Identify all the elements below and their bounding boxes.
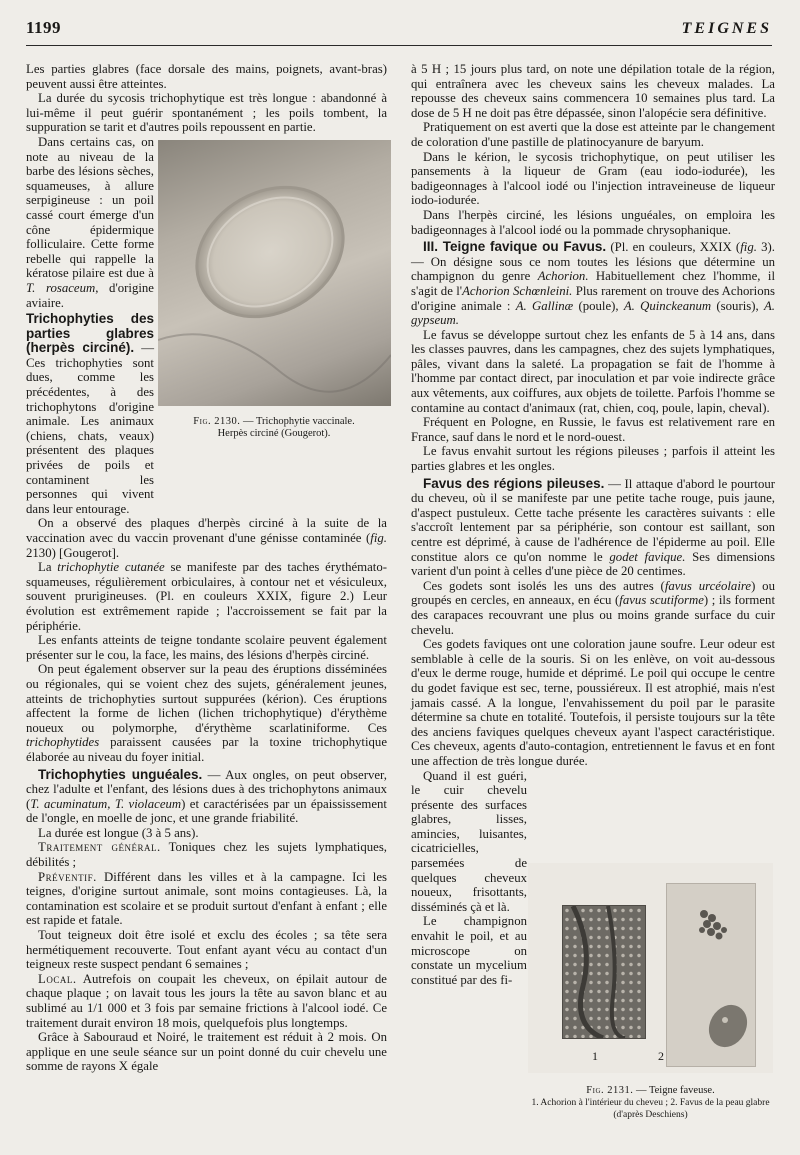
paragraph: Préventif. Différent dans les villes et à la campagne. Ici les teignes, d'origine surtout animale, sont moins contagieuses. Là, la contamination est scolaire et se produit surtout d'enfant à enfant ; elle est rapide et fatale.: [26, 869, 387, 928]
section-heading: Trichophyties unguéales.: [38, 766, 203, 782]
paragraph: Traitement général. Toniques chez les sujets lymphatiques, débilités ;: [26, 840, 388, 870]
figure-2130-title: — Trichophytie vaccinale.: [240, 416, 355, 427]
paragraph: On peut également observer sur la peau des éruptions disséminées ou régionales, qui se voient chez des sujets, généralement jeunes, atteints de trichophyties surtout suppurées (kérion). Ces éruptions affectent la forme de lichen (lichen trichophytique) d'érythème noueux ou polymorphe, d'érythème scarlatiniforme. Ces trichophytides paraissent causées par la toxine trichophytique élaborée au niveau du foyer initial.: [26, 662, 387, 764]
paragraph: Trichophyties unguéales. — Aux ongles, on peut observer, chez l'adulte et l'enfant, des lésions dues à des trichophytons animaux (T. acuminatum, T. violaceum) et caractérisées par un épaississement de l'ongle, en moelle de jonc, et une grande friabilité.: [26, 766, 387, 826]
paragraph: La durée du sycosis trichophytique est très longue : abandonné à lui-même il peut guérir spontanément ; les poils tombent, la suppuration se tarit et d'autres poils repoussent en partie.: [26, 91, 387, 135]
header-rule: [26, 45, 772, 46]
figure-2131-legend: 1. Achorion à l'intérieur du cheveu ; 2. Favus de la peau glabre (d'après Deschiens): [531, 1097, 770, 1120]
figure-2131-label: Fig. 2131.: [586, 1085, 634, 1096]
paragraph: Dans le kérion, le sycosis trichophytique, on peut utiliser les pansements à la liqueur de Gram (eau iodo-iodurée), les badigeonnages à l'alcool iodé ou l'injection intraveineuse de liqueur iodo-iodurée.: [411, 149, 775, 208]
paragraph: Dans l'herpès circiné, les lésions unguéales, on emploira les badigeonnages à l'alcool iodé ou la pommade chrysophanique.: [411, 207, 775, 237]
running-title: TEIGNES: [681, 20, 772, 37]
paragraph: Trichophyties des parties glabres (herpès circiné). — Ces trichophyties sont dues, comme les précédentes, à des trichophytons d'origine animale. Les animaux (chiens, chats, veaux) présentent des plaques privées de poils et contaminent les personnes qui vivent dans leur entourage.: [26, 311, 154, 516]
section-heading: Favus des régions pileuses.: [423, 475, 605, 491]
paragraph: Dans certains cas, on note au niveau de la barbe des lésions sèches, squameuses, à allure serpigineuse : un poil cassé court émerge d'un cône épidermique folliculaire. Cette forme rebelle qui rappelle la kératose pilaire est due à T. rosaceum, d'origine aviaire.: [26, 134, 154, 310]
paragraph: Le champignon envahit le poil, et au microscope on constate un mycelium constitué par des fi-: [411, 914, 527, 987]
paragraph: Pratiquement on est averti que la dose est atteinte par le changement de coloration d'une pastille de platinocyanure de baryum.: [411, 120, 775, 149]
page-number: 1199: [26, 18, 62, 37]
paragraph: Les enfants atteints de teigne tondante scolaire peuvent également présenter sur le cou, la face, les mains, des lésions d'herpès circiné.: [26, 633, 387, 662]
paragraph: La trichophytie cutanée se manifeste par des taches érythémato-squameuses, régulièrement orbiculaires, à contour net et vésiculeux, souvent prurigineuses. (Pl. en couleurs XXIX, figure 2.) Leur évolution est extrêmement rapide ; l'accroissement se fait par la périphérie.: [26, 560, 388, 633]
figure-2130-label: Fig. 2130.: [193, 416, 241, 427]
paragraph: Grâce à Sabouraud et Noiré, le traitement est réduit à 2 mois. On applique en une seule séance sur un point donné du cuir chevelu une somme de rayons X égale: [26, 1030, 387, 1074]
figure-2130-credit: Herpès circiné (Gougerot).: [217, 427, 331, 439]
figure-2131-title: — Teigne faveuse.: [633, 1085, 715, 1096]
figure-2131-panel-1-number: 1: [592, 1049, 598, 1063]
left-column: [26, 62, 387, 1074]
paragraph: Le favus se développe surtout chez les enfants de 5 à 14 ans, dans les classes pauvres, dans les campagnes, chez des sujets lymphatiques, pâles, vivant dans la saleté. La propagation se fait de l'homme à l'homme par contact direct, par inoculation et par voie indirecte grâce aux vêtements, aux coiffures, aux objets de toilette. Parfois l'homme se contamine au contact d'animaux (rat, chien, coq, poule, lapin, cheval).: [411, 327, 775, 415]
figure-2131-panel-2-number: 2: [658, 1049, 664, 1063]
section-heading: III. Teigne favique ou Favus.: [423, 239, 607, 255]
paragraph: Tout teigneux doit être isolé et exclu des écoles ; sa tête sera hermétiquement recouverte. Tout enfant ayant vécu au contact d'un teigneux reste suspect pendant 6 semaines ;: [26, 928, 387, 972]
paragraph: Ces godets faviques ont une coloration jaune soufre. Leur odeur est semblable à celle de la souris. Si on les enlève, on voit au-dessous d'eux le derme rouge, humide et déprimé. Le poil qui occupe le centre du godet favique est sec, terne, poussiéreux. Il est atrophié, mais n'est jamais cassé. A la longue, l'envahissement du poil par le parasite détermine sa chute en totalité. Toutefois, il persiste toujours sur la tête des anciens faviques quelques cheveux ayant l'aspect caractéristique. Ces cheveux, agents d'auto-contagion, entretiennent le favus et en font une affection de très longue durée.: [411, 637, 775, 768]
paragraph: Quand il est guéri, le cuir chevelu présente des surfaces glabres, lisses, amincies, luisantes, cicatricielles, parsemées de quelques cheveux noueux, frisottants, disséminés çà et là.: [411, 768, 527, 914]
right-column: [411, 62, 775, 1045]
paragraph: Le favus envahit surtout les régions pileuses ; parfois il atteint les parties glabres et les ongles.: [411, 444, 775, 474]
paragraph: Local. Autrefois on coupait les cheveux, on épilait autour de chaque plaque ; on lavait tous les jours la tête au savon blanc et au sublimé au 1/1 000 et 3 fois par semaine frictions à l'alcool iodé. Ce traitement durait environ 18 mois, quelquefois plus longtemps.: [26, 971, 387, 1030]
paragraph: On a observé des plaques d'herpès circiné à la suite de la vaccination avec du vaccin provenant d'une génisse contaminée (fig. 2130) [Gougerot].: [26, 516, 387, 560]
paragraph: à 5 H ; 15 jours plus tard, on note une dépilation totale de la région, qui entraînera avec les cheveux sains les cheveux malades. La repousse des cheveux sains commencera 10 semaines plus tard. La dose de 5 H ne doit pas être dépassée, sinon l'alopécie sera définitive.: [411, 62, 775, 120]
paragraph: Fréquent en Pologne, en Russie, le favus est relativement rare en France, sauf dans le nord et le nord-ouest.: [411, 415, 775, 444]
paragraph: Les parties glabres (face dorsale des mains, poignets, avant-bras) peuvent aussi être atteintes.: [26, 62, 387, 91]
figure-2131-caption: [528, 1085, 773, 1122]
paragraph: Favus des régions pileuses. — Il attaque d'abord le pourtour du cheveu, où il se manifeste par une petite tache rouge, puis jaune, d'aspect pustuleux. Cette tache présente les caractères suivants : elle s'accroît lentement par sa périphérie, son contour est saillant, son centre est déprimé, à cause de l'adhérence de l'épiderme au poil. Elle constitue alors ce qu'on nomme le godet favique. Ses dimensions varient d'un point à celles d'une pièce de 20 centimes.: [411, 475, 776, 579]
paragraph: Ces godets sont isolés les uns des autres (favus urcéolaire) ou groupés en cercles, en anneaux, en écu (favus scutiforme) ; ils forment des carapaces recouvrant une plus ou moins grande surface du cuir chevelu.: [411, 578, 776, 637]
paragraph: La durée est longue (3 à 5 ans).: [38, 825, 199, 840]
section-heading: Trichophyties des parties glabres (herpès circiné).: [26, 311, 154, 356]
paragraph: III. Teigne favique ou Favus. (Pl. en couleurs, XXIX (fig. 3). — On désigne sous ce nom toutes les lésions que détermine un champignon du genre Achorion. Habituellement chez l'homme, il s'agit de l'Achorion Schœnleini. Plus rarement on trouve des Achorions d'origine animale : A. Gallinæ (poule), A. Quinckeanum (souris), A. gypseum.: [411, 239, 775, 328]
